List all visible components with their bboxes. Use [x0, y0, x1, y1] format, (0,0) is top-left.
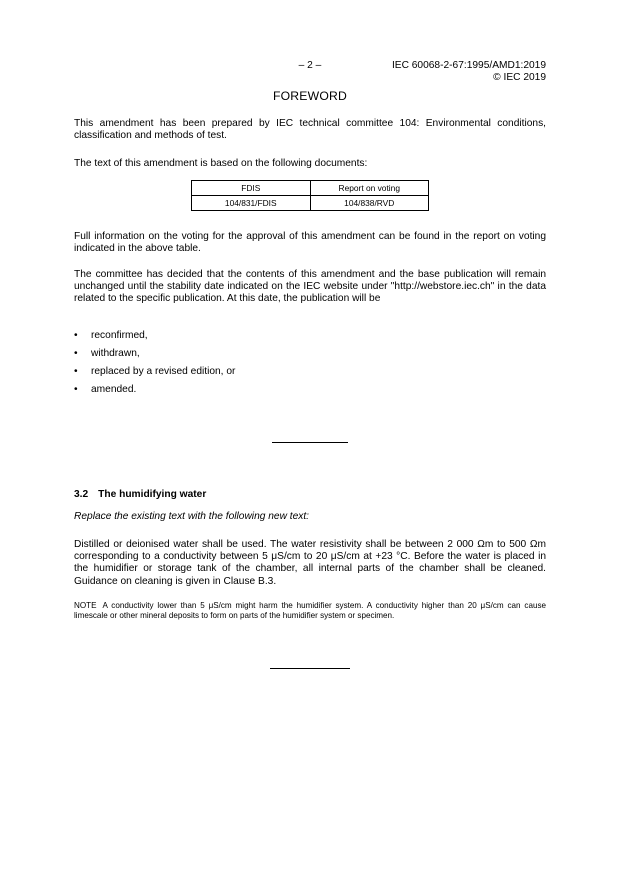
table-header-cell: FDIS — [192, 181, 311, 196]
foreword-paragraph-committee: This amendment has been prepared by IEC technical committee 104: Environmental conditions, classification and methods of test. — [74, 118, 546, 142]
list-item-text: amended. — [91, 384, 137, 395]
list-item-text: withdrawn, — [91, 348, 140, 359]
table-header-cell: Report on voting — [310, 181, 429, 196]
bullet-icon: • — [74, 384, 78, 395]
publication-outcome-list — [74, 330, 235, 402]
note-label: NOTE — [74, 601, 97, 610]
list-item — [74, 384, 235, 402]
list-item — [74, 348, 235, 366]
end-divider — [270, 668, 350, 669]
note-paragraph — [74, 601, 546, 622]
list-item — [74, 330, 235, 348]
table-row — [192, 196, 429, 211]
amendment-instruction: Replace the existing text with the following new text: — [74, 511, 310, 522]
document-id: IEC 60068-2-67:1995/AMD1:2019 — [391, 60, 546, 71]
list-item-text: replaced by a revised edition, or — [91, 366, 236, 377]
voting-documents-table — [191, 180, 429, 211]
foreword-paragraph-stability: The committee has decided that the contents of this amendment and the base publication will remain unchanged until the stability date indicated on the IEC website under "http://webstore.iec.ch" in the data related to the specific publication. At this date, the publication will be — [74, 269, 546, 305]
list-item-text: reconfirmed, — [91, 330, 148, 341]
table-cell: 104/831/FDIS — [192, 196, 311, 211]
section-heading — [74, 489, 206, 500]
list-item — [74, 366, 235, 384]
bullet-icon: • — [74, 330, 78, 341]
section-body-paragraph: Distilled or deionised water shall be used. The water resistivity shall be between 2 000 Ωm to 500 Ωm corresponding to a conductivity between 5 μS/cm to 20 μS/cm at +23 °C. Before the water is placed in the humidifier or storage tank of the chamber, all internal parts of the chamber shall be cleaned. Guidance on cleaning is given in Clause B.3. — [74, 539, 546, 587]
note-text: A conductivity lower than 5 μS/cm might harm the humidifier system. A conductivity higher than 20 μS/cm can cause limescale or other mineral deposits to form on parts of the humidifier system or specimen. — [74, 601, 546, 621]
table-header-row — [192, 181, 429, 196]
bullet-icon: • — [74, 366, 78, 377]
section-divider — [272, 442, 348, 443]
section-number: 3.2 — [74, 489, 89, 500]
bullet-icon: • — [74, 348, 78, 359]
foreword-title: FOREWORD — [272, 89, 348, 103]
section-title: The humidifying water — [98, 489, 207, 500]
copyright-notice: © IEC 2019 — [493, 72, 546, 83]
foreword-paragraph-documents: The text of this amendment is based on the following documents: — [74, 158, 368, 169]
foreword-paragraph-voting: Full information on the voting for the approval of this amendment can be found in the report on voting indicated in the above table. — [74, 231, 546, 255]
document-reference — [392, 60, 546, 84]
page-number: – 2 – — [298, 60, 322, 71]
table-cell: 104/838/RVD — [310, 196, 429, 211]
